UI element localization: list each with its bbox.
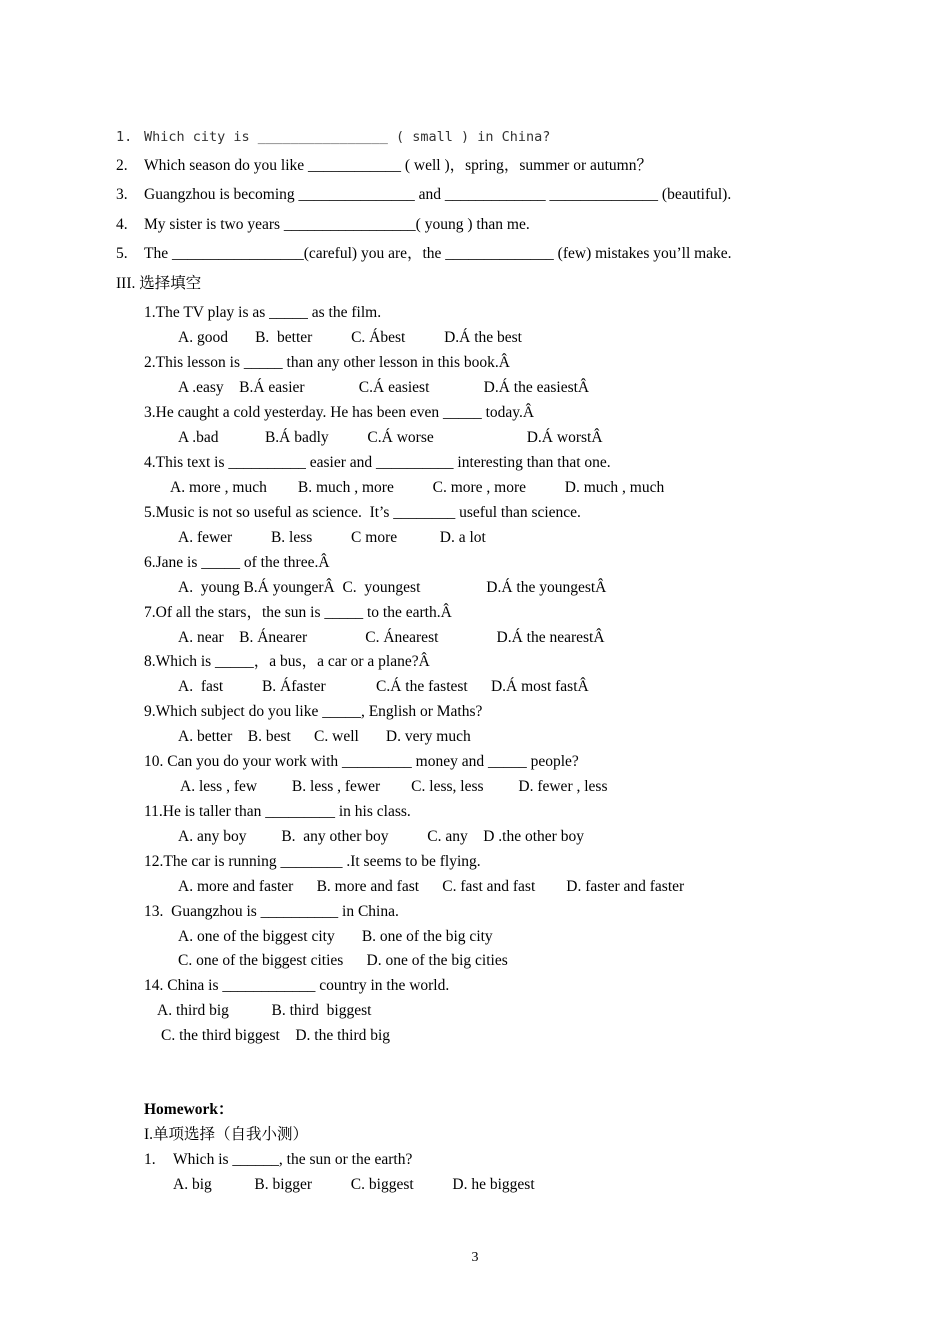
mc-options-2: A .easy B.Á easier C.Á easiest D.Á the easiestÂ: [178, 379, 590, 396]
homework-q1-number: 1.: [144, 1151, 156, 1168]
fill-item-5-number: 5.: [116, 245, 128, 262]
mc-options-1: A. good B. better C. Ábest D.Á the best: [178, 329, 522, 346]
mc-options-6: A. young B.Á youngerÂ C. youngest D.Á the youngestÂ: [178, 579, 607, 596]
fill-item-2-text: Which season do you like ____________ ( well )，spring，summer or autumn？: [144, 157, 652, 174]
mc-options-13-row-1: A. one of the biggest city B. one of the big city: [178, 928, 493, 945]
page-number: 3: [471, 1250, 479, 1265]
mc-options-4: A. more , much B. much , more C. more , more D. much , much: [170, 479, 665, 496]
mc-options-7: A. near B. Ánearer C. Ánearest D.Á the nearestÂ: [178, 629, 605, 646]
mc-question-13: 13. Guangzhou is __________ in China.: [144, 903, 399, 920]
fill-item-3-text: Guangzhou is becoming _______________ and _____________ ______________ (beautiful).: [144, 186, 732, 203]
mc-question-9: 9.Which subject do you like _____, English or Maths?: [144, 703, 483, 720]
mc-question-2: 2.This lesson is _____ than any other lesson in this book.Â: [144, 354, 510, 371]
mc-question-4: 4.This text is __________ easier and __________ interesting than that one.: [144, 454, 611, 471]
mc-options-11: A. any boy B. any other boy C. any D .the other boy: [178, 828, 584, 845]
homework-q1-text: Which is ______, the sun or the earth?: [173, 1151, 413, 1168]
mc-question-12: 12.The car is running ________ .It seems to be flying.: [144, 853, 481, 870]
homework-title: Homework：: [144, 1101, 234, 1118]
mc-options-3: A .bad B.Á badly C.Á worse D.Á worstÂ: [178, 429, 603, 446]
fill-item-4-text: My sister is two years _________________( young ) than me.: [144, 216, 530, 233]
mc-options-14-row-2: C. the third biggest D. the third big: [161, 1027, 391, 1044]
mc-options-10: A. less , few B. less , fewer C. less, less D. fewer , less: [180, 778, 608, 795]
fill-item-2-number: 2.: [116, 157, 128, 174]
mc-question-1: 1.The TV play is as _____ as the film.: [144, 304, 382, 321]
homework-section-heading: I.单项选择（自我小测）: [144, 1126, 309, 1143]
mc-question-10: 10. Can you do your work with _________ money and _____ people?: [144, 753, 579, 770]
section-3-heading: III. 选择填空: [116, 275, 202, 292]
fill-item-3-number: 3.: [116, 186, 128, 203]
homework-q1-options: A. big B. bigger C. biggest D. he biggest: [173, 1176, 535, 1193]
mc-options-9: A. better B. best C. well D. very much: [178, 728, 471, 745]
mc-options-12: A. more and faster B. more and fast C. fast and fast D. faster and faster: [178, 878, 685, 895]
mc-question-14: 14. China is ____________ country in the world.: [144, 977, 450, 994]
mc-question-8: 8.Which is _____，a bus，a car or a plane?Â: [144, 653, 430, 670]
fill-item-5-text: The _________________(careful) you are，the ______________ (few) mistakes you’ll make.: [144, 245, 732, 262]
mc-question-5: 5.Music is not so useful as science. It’s ________ useful than science.: [144, 504, 581, 521]
mc-options-8: A. fast B. Áfaster C.Á the fastest D.Á most fastÂ: [178, 678, 589, 695]
mc-options-14-row-1: A. third big B. third biggest: [157, 1002, 372, 1019]
mc-question-11: 11.He is taller than _________ in his class.: [144, 803, 411, 820]
mc-options-5: A. fewer B. less C more D. a lot: [178, 529, 486, 546]
mc-question-6: 6.Jane is _____ of the three.Â: [144, 554, 330, 571]
fill-item-1-text: Which city is ________________ ( small ) in China?: [144, 129, 551, 145]
fill-item-4-number: 4.: [116, 216, 128, 233]
mc-question-7: 7.Of all the stars，the sun is _____ to the earth.Â: [144, 604, 452, 621]
fill-item-1-number: 1.: [116, 129, 133, 145]
mc-options-13-row-2: C. one of the biggest cities D. one of the big cities: [178, 952, 508, 969]
mc-question-3: 3.He caught a cold yesterday. He has been even _____ today.Â: [144, 404, 535, 421]
